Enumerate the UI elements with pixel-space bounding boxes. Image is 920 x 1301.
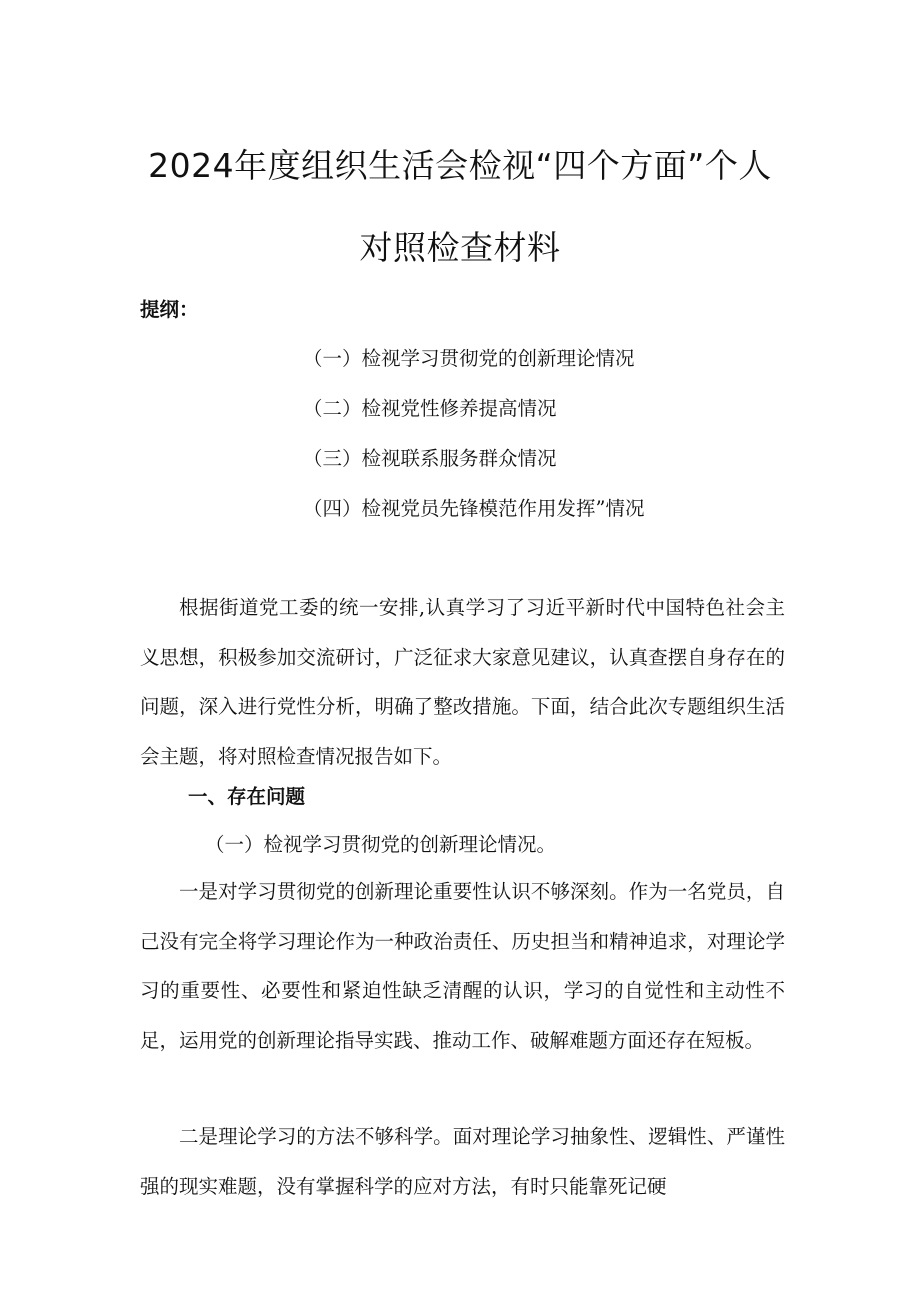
outline-item: （一）检视学习贯彻党的创新理论情况	[303, 347, 635, 370]
outline-label: 提纲：	[140, 298, 199, 321]
subsection-heading: （一）检视学习贯彻党的创新理论情况。	[205, 833, 557, 856]
body-paragraph: 二是理论学习的方法不够科学。面对理论学习抽象性、逻辑性、严谨性强的现实难题，没有掌握科学的应对方法，有时只能靠死记硬	[140, 1125, 785, 1198]
outline-item: （四）检视党员先锋模范作用发挥”情况	[303, 497, 645, 520]
body-paragraph: 一是对学习贯彻党的创新理论重要性认识不够深刻。作为一名党员，自己没有完全将学习理论作为一种政治责任、历史担当和精神追求，对理论学习的重要性、必要性和紧迫性缺乏清醒的认识，学习的自觉性和主动性不足，运用党的创新理论指导实践、推动工作、破解难题方面还存在短板。	[140, 880, 785, 1052]
document-title-line-2: 对照检查材料	[359, 228, 561, 267]
outline-item: （三）检视联系服务群众情况	[303, 447, 557, 470]
intro-paragraph: 根据街道党工委的统一安排,认真学习了习近平新时代中国特色社会主义思想，积极参加交流研讨，广泛征求大家意见建议，认真查摆自身存在的问题，深入进行党性分析，明确了整改措施。下面，结合此次专题组织生活会主题，将对照检查情况报告如下。	[140, 596, 785, 768]
outline-item: （二）检视党性修养提高情况	[303, 397, 557, 420]
document-title-line-1: 2024年度组织生活会检视“四个方面”个人	[148, 146, 772, 185]
section-heading: 一、存在问题	[188, 785, 306, 808]
